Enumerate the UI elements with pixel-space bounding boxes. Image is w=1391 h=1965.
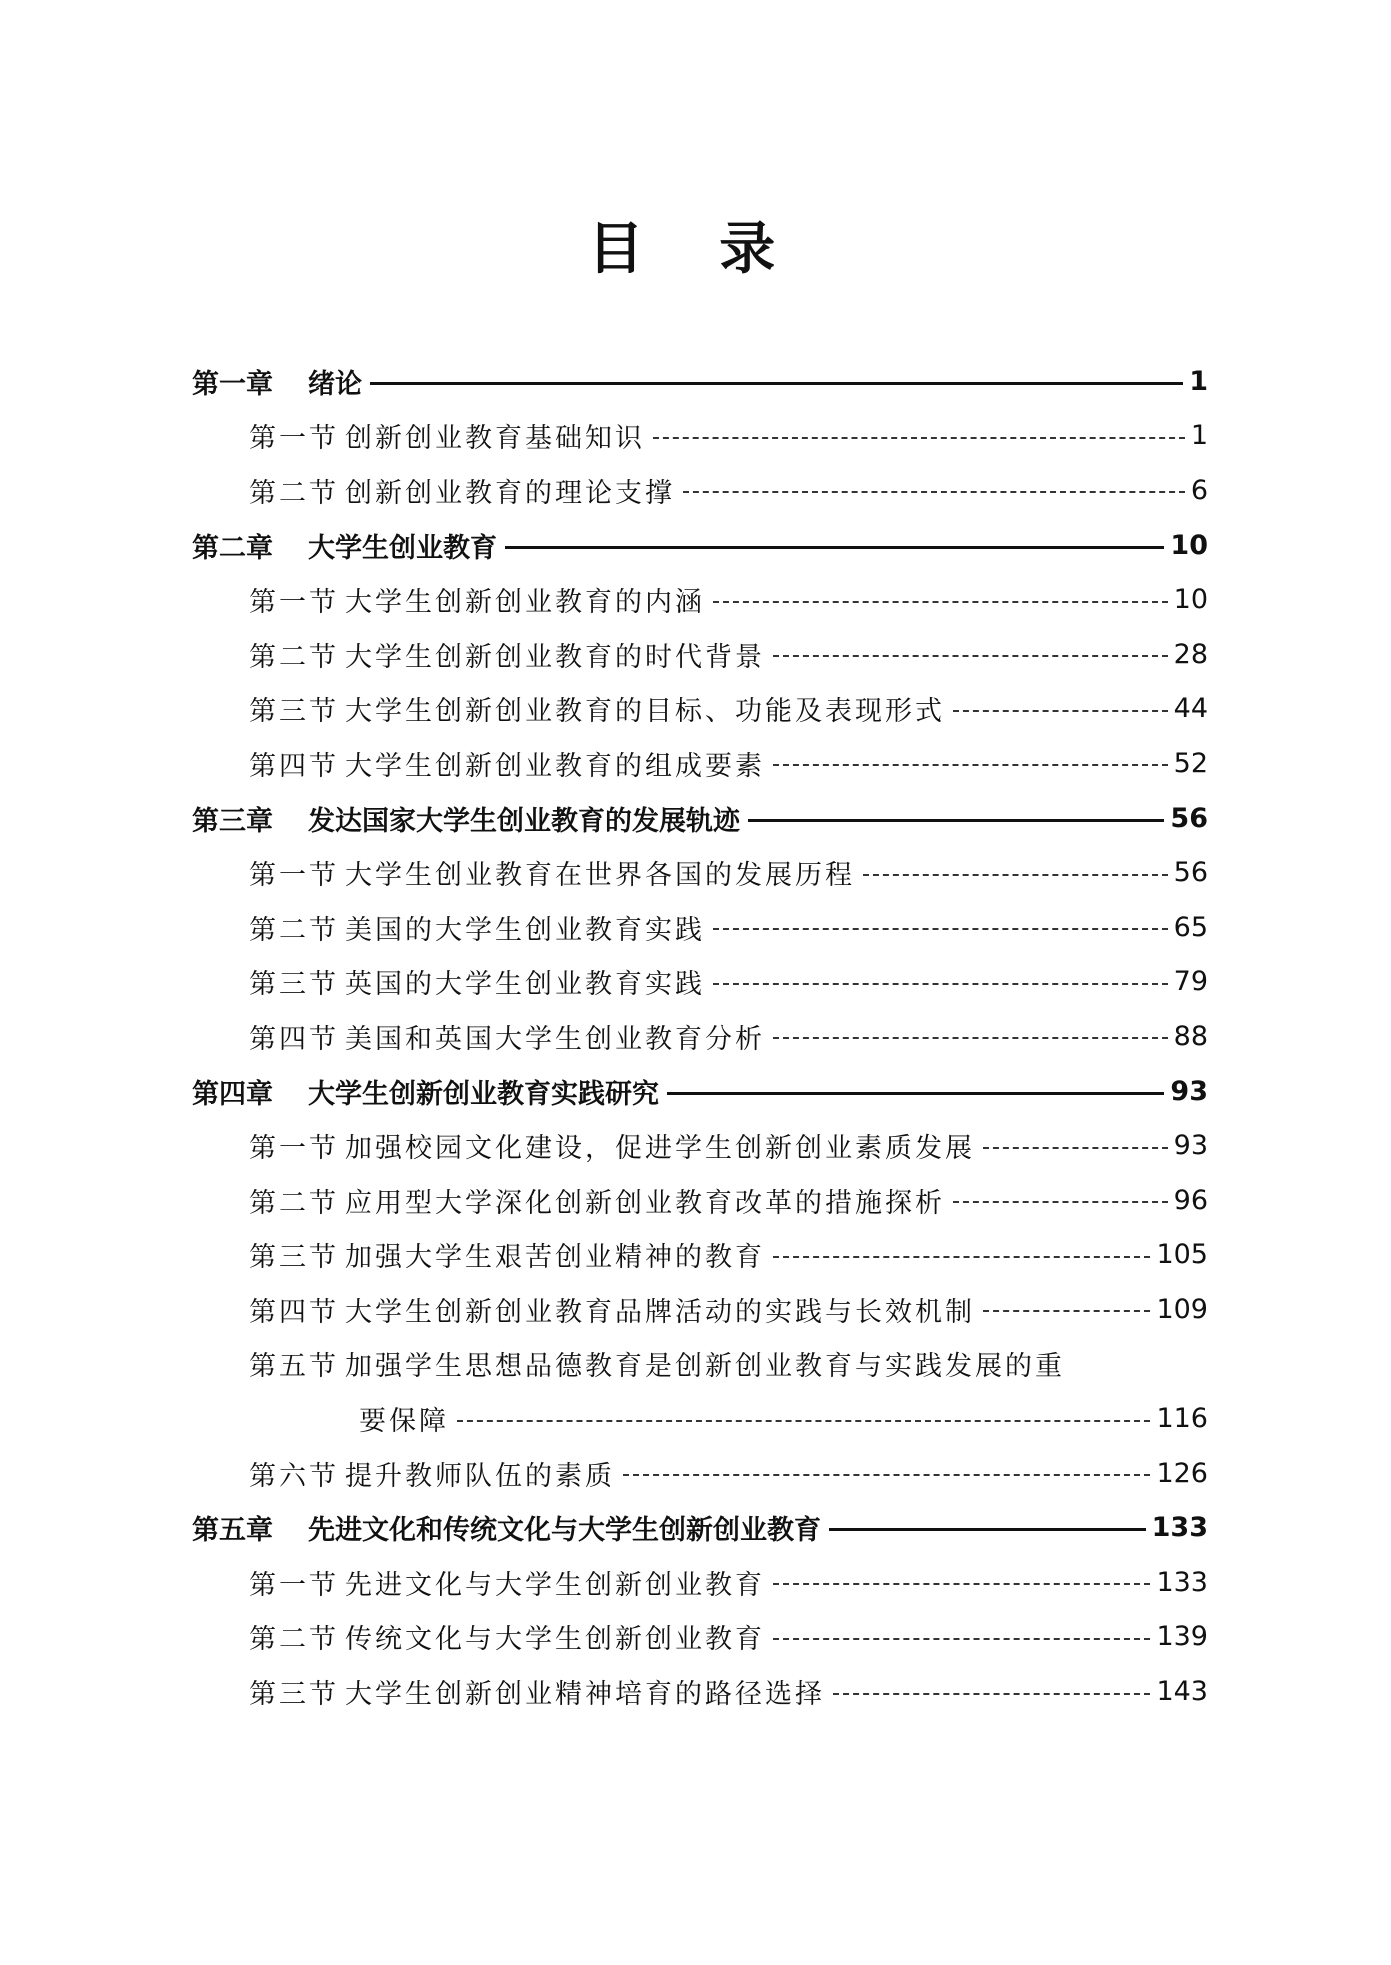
toc-section-entry — [192, 409, 1208, 464]
toc-entry-title: 大学生创新创业精神培育的路径选择 — [345, 1679, 825, 1711]
toc-page-number: 52 — [1173, 747, 1208, 779]
toc-entry-number: 第五章 — [192, 1515, 273, 1547]
toc-leader — [667, 1092, 1164, 1095]
toc-entry-number: 第四章 — [192, 1078, 273, 1110]
toc-page-number: 93 — [1170, 1075, 1208, 1107]
toc-entry-number: 第三章 — [192, 805, 273, 837]
toc-entry-title: 加强大学生艰苦创业精神的教育 — [345, 1242, 765, 1274]
toc-leader — [773, 1037, 1168, 1039]
toc-entry-number: 第二节 — [249, 641, 339, 673]
toc-entry-number: 第三节 — [249, 696, 339, 728]
toc-leader — [953, 710, 1168, 712]
toc-leader — [983, 1310, 1150, 1312]
toc-leader — [748, 819, 1164, 822]
toc-leader — [653, 437, 1185, 439]
toc-entry-title: 大学生创业教育 — [308, 532, 497, 564]
toc-leader — [623, 1474, 1150, 1476]
toc-section-entry — [192, 1118, 1208, 1173]
toc-page-number: 105 — [1156, 1239, 1208, 1271]
toc-entry-number: 第四节 — [249, 1023, 339, 1055]
toc-entry-number: 第一节 — [249, 860, 339, 892]
toc-entry-title: 美国的大学生创业教育实践 — [345, 914, 705, 946]
toc-leader — [457, 1420, 1150, 1422]
toc-page-number: 6 — [1190, 474, 1208, 506]
toc-page-number: 126 — [1156, 1457, 1208, 1489]
toc-entry-number: 第二章 — [192, 532, 273, 564]
toc-entry-title: 先进文化和传统文化与大学生创新创业教育 — [308, 1515, 821, 1547]
toc-section-entry — [192, 1446, 1208, 1501]
toc-entry-title: 大学生创新创业教育的时代背景 — [345, 641, 765, 673]
toc-entry-title: 加强学生思想品德教育是创新创业教育与实践发展的重 — [345, 1351, 1065, 1383]
toc-chapter-entry — [192, 354, 1208, 409]
toc-section-entry — [192, 1391, 1208, 1446]
toc-leader — [773, 1583, 1150, 1585]
toc-leader — [773, 764, 1168, 766]
toc-entry-number: 第六节 — [249, 1460, 339, 1492]
toc-entry-number: 第一节 — [249, 423, 339, 455]
toc-entry-number: 第一节 — [249, 1133, 339, 1165]
toc-entry-title: 提升教师队伍的素质 — [345, 1460, 615, 1492]
toc-leader — [829, 1528, 1146, 1531]
toc-entry-number: 第一节 — [249, 1569, 339, 1601]
toc-section-entry — [192, 1228, 1208, 1283]
toc-leader — [370, 382, 1183, 385]
toc-leader — [773, 1256, 1150, 1258]
toc-section-entry — [192, 1009, 1208, 1064]
toc-entry-number: 第二节 — [249, 914, 339, 946]
toc-entry-title: 加强校园文化建设，促进学生创新创业素质发展 — [345, 1133, 975, 1165]
toc-page-number: 133 — [1156, 1566, 1208, 1598]
toc-entry-number: 第二节 — [249, 477, 339, 509]
toc-entry-title: 创新创业教育基础知识 — [345, 423, 645, 455]
toc-page-number: 88 — [1173, 1020, 1208, 1052]
toc-entry-number: 第一章 — [192, 368, 273, 400]
toc-section-entry — [192, 1555, 1208, 1610]
toc-chapter-entry — [192, 1500, 1208, 1555]
toc-entry-title: 发达国家大学生创业教育的发展轨迹 — [308, 805, 740, 837]
toc-section-entry — [192, 900, 1208, 955]
toc-leader — [773, 1638, 1150, 1640]
table-of-contents — [192, 354, 1208, 1719]
toc-page-number: 10 — [1170, 529, 1208, 561]
toc-page-number: 143 — [1156, 1676, 1208, 1708]
toc-entry-title: 美国和英国大学生创业教育分析 — [345, 1023, 765, 1055]
toc-entry-number: 第三节 — [249, 1679, 339, 1711]
toc-entry-title: 大学生创业教育在世界各国的发展历程 — [345, 860, 855, 892]
toc-section-entry — [192, 1173, 1208, 1228]
toc-section-entry — [192, 682, 1208, 737]
toc-section-entry — [192, 1610, 1208, 1665]
toc-entry-title: 传统文化与大学生创新创业教育 — [345, 1624, 765, 1656]
toc-entry-title: 大学生创新创业教育实践研究 — [308, 1078, 659, 1110]
toc-page-number: 133 — [1151, 1512, 1208, 1544]
toc-page-number: 116 — [1156, 1403, 1208, 1435]
toc-entry-title: 大学生创新创业教育的内涵 — [345, 587, 705, 619]
toc-leader — [953, 1201, 1168, 1203]
toc-page-number: 139 — [1156, 1621, 1208, 1653]
toc-page-number: 93 — [1173, 1130, 1208, 1162]
toc-page-number: 1 — [1189, 365, 1208, 397]
toc-page-number: 96 — [1173, 1184, 1208, 1216]
toc-entry-number: 第五节 — [249, 1351, 339, 1383]
toc-section-entry — [192, 955, 1208, 1010]
toc-section-entry — [192, 627, 1208, 682]
toc-entry-title: 应用型大学深化创新创业教育改革的措施探析 — [345, 1187, 945, 1219]
toc-entry-number: 第三节 — [249, 969, 339, 1001]
toc-entry-title: 大学生创新创业教育品牌活动的实践与长效机制 — [345, 1296, 975, 1328]
toc-entry-number: 第二节 — [249, 1624, 339, 1656]
toc-leader — [773, 655, 1168, 657]
toc-leader — [983, 1147, 1168, 1149]
toc-page-number: 56 — [1170, 802, 1208, 834]
toc-section-entry — [192, 463, 1208, 518]
toc-leader — [505, 546, 1164, 549]
toc-entry-number: 第四节 — [249, 750, 339, 782]
page-title: 目 录 — [587, 217, 804, 282]
toc-entry-title: 大学生创新创业教育的目标、功能及表现形式 — [345, 696, 945, 728]
toc-entry-title: 英国的大学生创业教育实践 — [345, 969, 705, 1001]
toc-entry-title: 先进文化与大学生创新创业教育 — [345, 1569, 765, 1601]
toc-entry-title: 绪论 — [308, 368, 362, 400]
toc-page-number: 44 — [1173, 693, 1208, 725]
toc-leader — [833, 1693, 1150, 1695]
toc-section-entry — [192, 1337, 1208, 1392]
toc-section-entry — [192, 845, 1208, 900]
toc-leader — [863, 874, 1168, 876]
toc-entry-title: 创新创业教育的理论支撑 — [345, 477, 675, 509]
toc-leader — [713, 601, 1168, 603]
toc-page-number: 10 — [1173, 584, 1208, 616]
toc-page-number: 56 — [1173, 857, 1208, 889]
toc-leader — [713, 928, 1168, 930]
toc-page-number: 1 — [1190, 420, 1208, 452]
toc-entry-number: 第四节 — [249, 1296, 339, 1328]
toc-page-number: 109 — [1156, 1293, 1208, 1325]
toc-entry-title: 大学生创新创业教育的组成要素 — [345, 750, 765, 782]
toc-chapter-entry — [192, 791, 1208, 846]
toc-page-number: 65 — [1173, 911, 1208, 943]
toc-page-number: 79 — [1173, 966, 1208, 998]
toc-leader — [683, 491, 1185, 493]
toc-chapter-entry — [192, 518, 1208, 573]
toc-chapter-entry — [192, 1064, 1208, 1119]
toc-leader — [713, 983, 1168, 985]
toc-entry-number: 第一节 — [249, 587, 339, 619]
toc-page-number: 28 — [1173, 638, 1208, 670]
toc-section-entry — [192, 736, 1208, 791]
toc-section-entry — [192, 1664, 1208, 1719]
toc-section-entry — [192, 572, 1208, 627]
toc-section-entry — [192, 1282, 1208, 1337]
toc-entry-title: 要保障 — [359, 1406, 449, 1438]
toc-entry-number: 第二节 — [249, 1187, 339, 1219]
toc-entry-number: 第三节 — [249, 1242, 339, 1274]
